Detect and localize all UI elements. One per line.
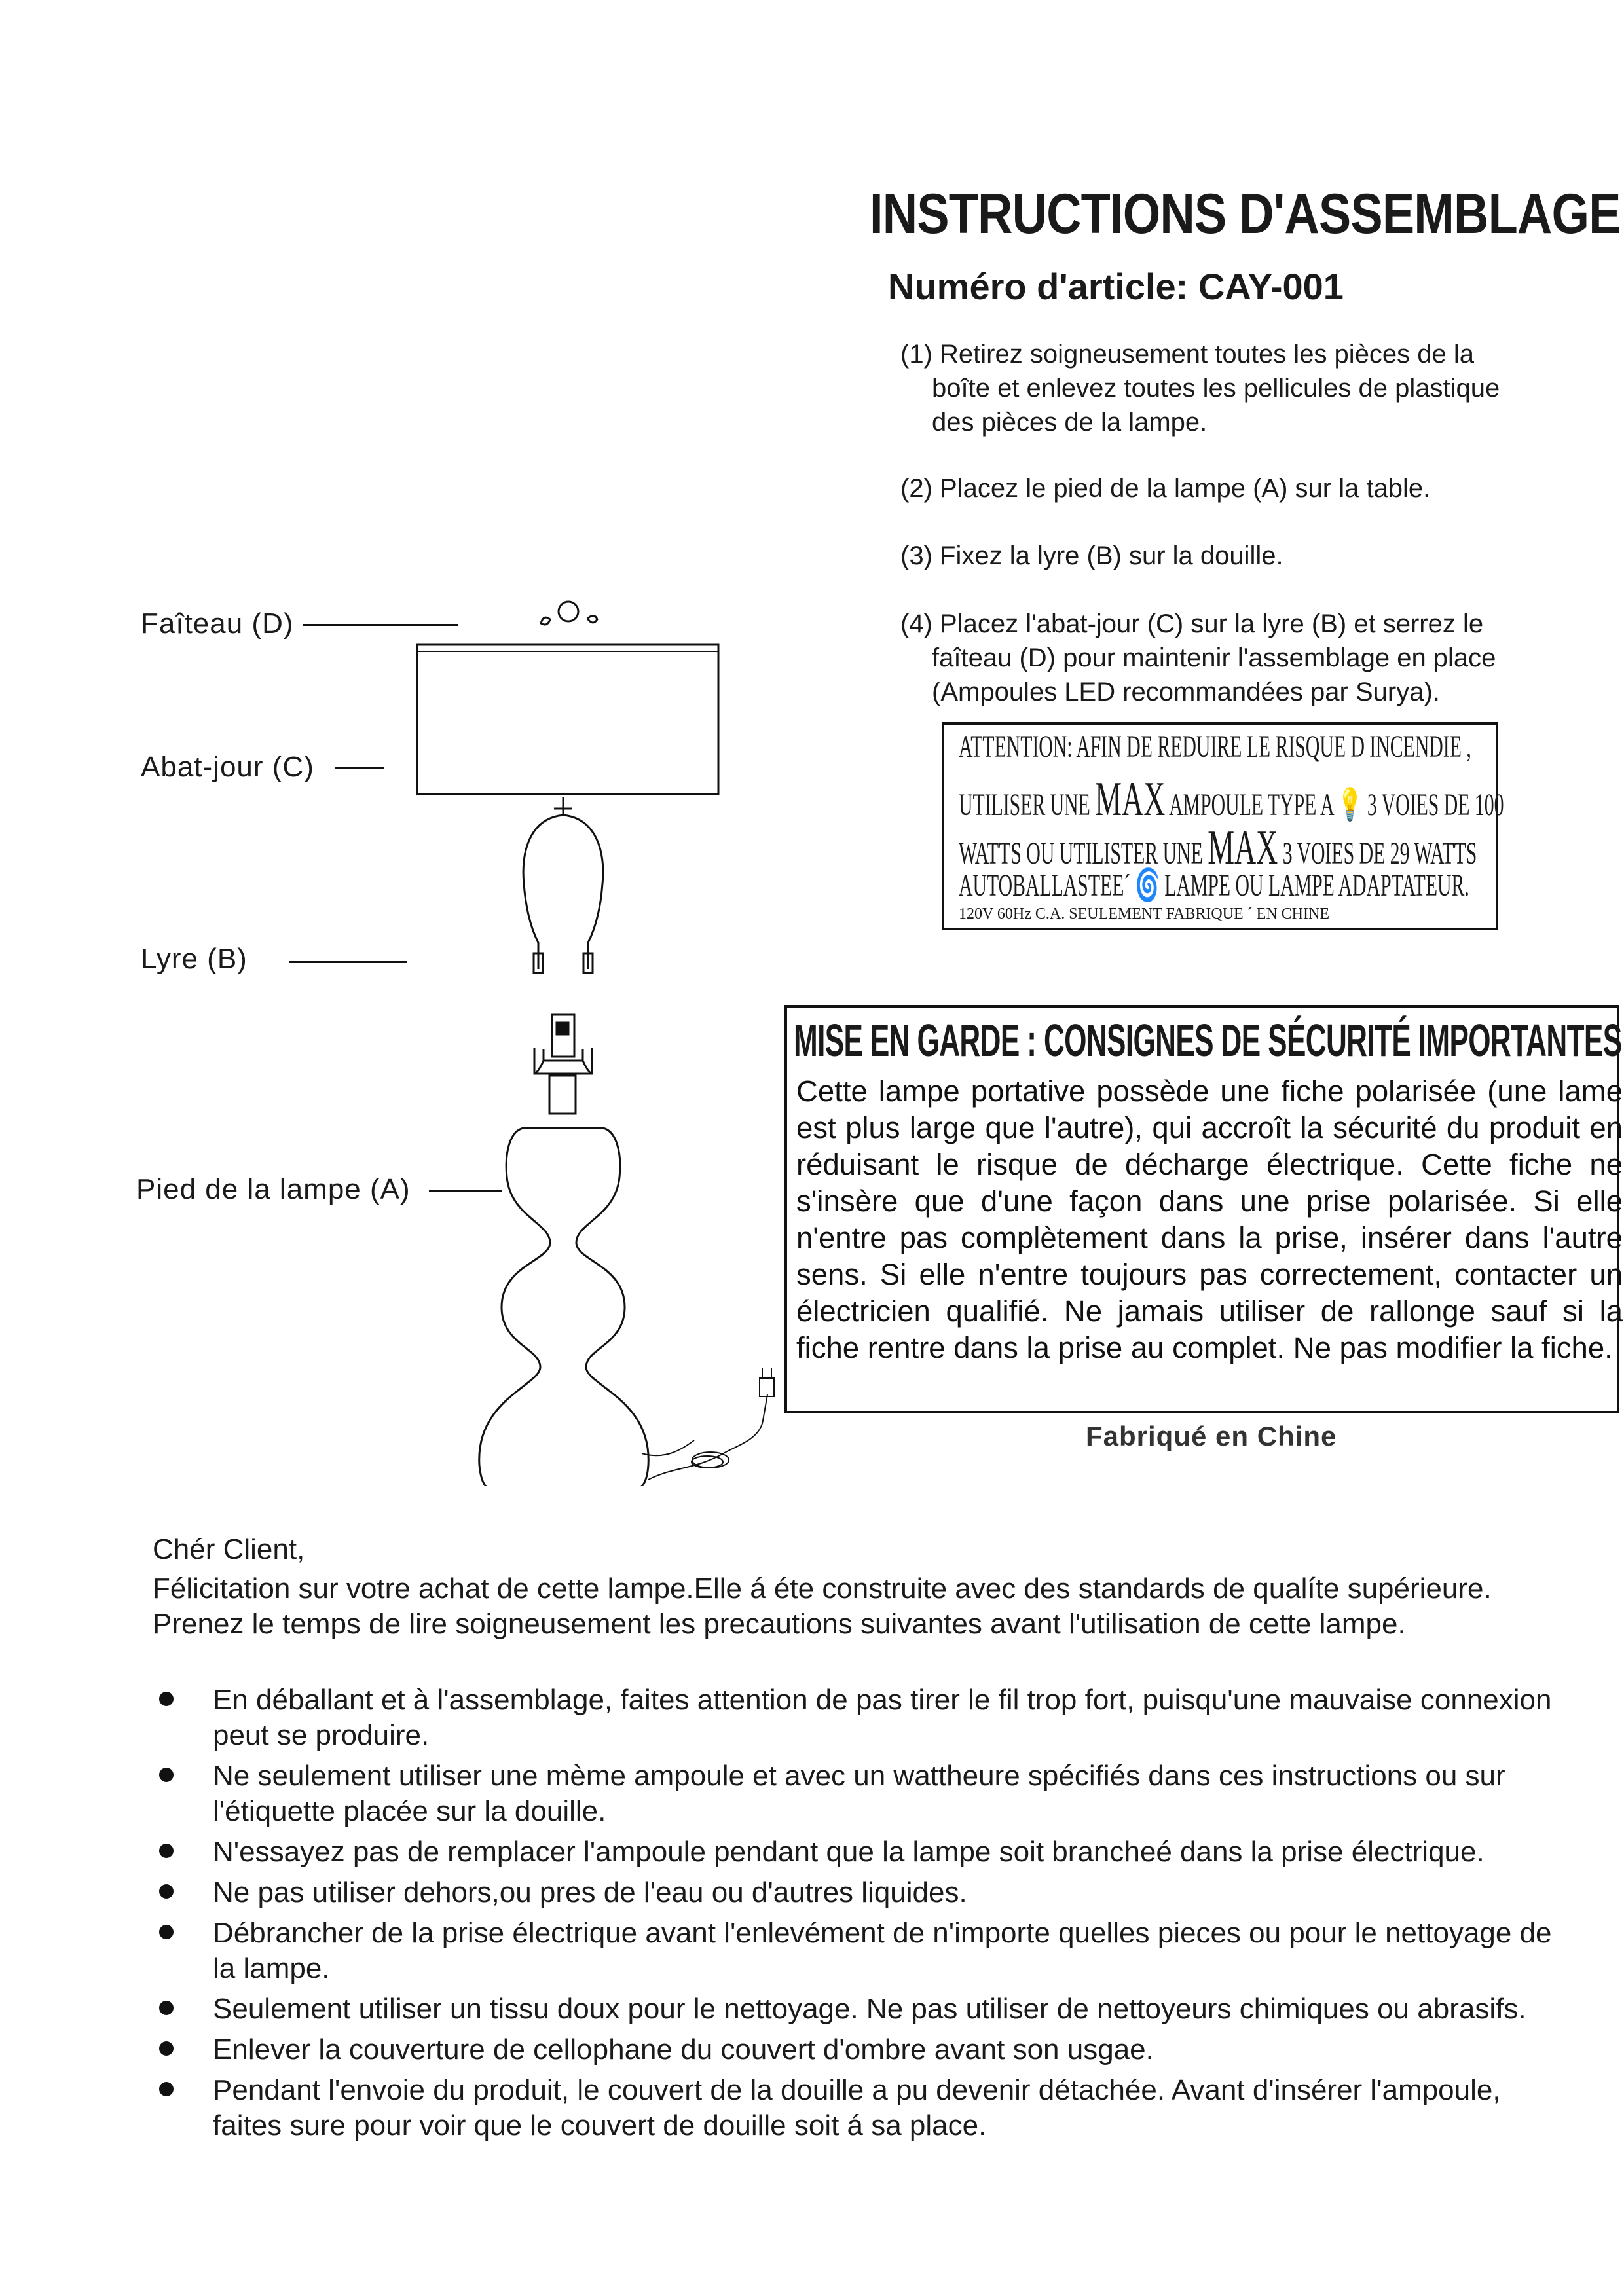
plug-icon bbox=[760, 1378, 774, 1396]
bulb-icon: 💡 bbox=[1338, 788, 1363, 822]
step-1-text-cont: boîte et enlevez toutes les pellicules de plastique bbox=[932, 374, 1500, 403]
step-1-text-cont: des pièces de la lampe. bbox=[932, 408, 1208, 437]
max-text-2: MAX bbox=[1208, 821, 1278, 875]
attention-line-2a: UTILISER UNE bbox=[959, 788, 1090, 822]
lamp-diagram bbox=[367, 589, 825, 1486]
finial-ring-icon bbox=[559, 602, 578, 621]
list-item: Ne pas utiliser dehors,ou pres de l'eau ou d'autres liquides. bbox=[153, 1875, 1560, 1910]
step-3-text: Fixez la lyre (B) sur la douille. bbox=[940, 541, 1283, 570]
precautions-list bbox=[153, 1683, 1560, 2149]
step-4-number: (4) bbox=[900, 610, 932, 638]
bullet-icon bbox=[159, 1768, 174, 1782]
bullet-icon bbox=[159, 1884, 174, 1899]
step-1-text: Retirez soigneusement toutes les pièces de la bbox=[940, 340, 1475, 369]
warning-title: MISE EN GARDE : CONSIGNES DE SÉCURITÉ IMPORTANTES bbox=[794, 1015, 1622, 1066]
step-2-text: Placez le pied de la lampe (A) sur la table. bbox=[940, 474, 1431, 503]
step-3 bbox=[900, 539, 1588, 573]
bullet-icon bbox=[159, 1692, 174, 1706]
list-item: Seulement utiliser un tissu doux pour le nettoyage. Ne pas utiliser de nettoyeurs chimiques ou abrasifs. bbox=[153, 1992, 1560, 2027]
harp bbox=[523, 815, 603, 969]
list-item: En déballant et à l'assemblage, faites attention de pas tirer le fil trop fort, puisqu'une mauvaise connexion peut se produire. bbox=[153, 1683, 1560, 1753]
bullet-icon bbox=[159, 1925, 174, 1939]
attention-line-2c: 3 VOIES DE 100 bbox=[1367, 788, 1504, 822]
step-1-number: (1) bbox=[900, 340, 932, 369]
label-base: Pied de la lampe (A) bbox=[136, 1173, 411, 1205]
lamp-base bbox=[479, 1128, 649, 1486]
lampshade bbox=[417, 644, 718, 794]
step-2-number: (2) bbox=[900, 474, 932, 503]
attention-line-3a: WATTS OU UTILISTER UNE bbox=[959, 836, 1203, 871]
bullet-icon bbox=[159, 2082, 174, 2096]
finial-screw-icon bbox=[541, 615, 597, 625]
list-item: Ne seulement utiliser une mème ampoule et avec un wattheure spécifiés dans ces instructions ou sur l'étiquette placée sur la douille. bbox=[153, 1758, 1560, 1829]
letter-intro: Félicitation sur votre achat de cette lampe.Elle á éte construite avec des standards de qualíte supérieure. Prenez le temps de lire soigneusement les precautions suivantes avant l'utilisation de cette lampe. bbox=[153, 1573, 1492, 1640]
attention-line-3b: 3 VOIES DE 29 WATTS bbox=[1282, 836, 1477, 871]
attention-line-1: ATTENTION: AFIN DE REDUIRE LE RISQUE D INCENDIE , bbox=[959, 729, 1471, 764]
step-4-text: Placez l'abat-jour (C) sur la lyre (B) et serrez le bbox=[940, 610, 1484, 638]
label-shade: Abat-jour (C) bbox=[141, 751, 314, 783]
step-4-text-cont: faîteau (D) pour maintenir l'assemblage en place bbox=[932, 644, 1496, 672]
attention-line-4 bbox=[959, 866, 1469, 903]
attention-line-2 bbox=[959, 772, 1504, 828]
step-4-text-cont: (Ampoules LED recommandées par Surya). bbox=[932, 678, 1440, 706]
warning-body: Cette lampe portative possède une fiche polarisée (une lame est plus large que l'autre), qui accroît la sécurité du produit en réduisant le risque de décharge électrique. Cette fiche ne s'insère que d'une façon dans une prise polarisée. Si elle n'entre pas complètement dans la prise, insérer dans l'autre sens. Si elle n'entre toujours pas correctement, contacter un électricien qualifié. Ne jamais utiliser de rallonge sauf si la fiche rentre dans la prise au complet. Ne pas modifier la fiche. bbox=[796, 1074, 1623, 1364]
attention-footer: 120V 60Hz C.A. SEULEMENT FABRIQUE ´ EN CHINE bbox=[959, 905, 1329, 922]
label-harp: Lyre (B) bbox=[141, 943, 248, 975]
attention-label bbox=[942, 722, 1504, 930]
step-2 bbox=[900, 471, 1588, 505]
list-item: N'essayez pas de remplacer l'ampoule pendant que la lampe soit brancheé dans la prise électrique. bbox=[153, 1834, 1560, 1870]
socket bbox=[549, 1076, 576, 1114]
attention-line-2b: AMPOULE TYPE A bbox=[1169, 788, 1333, 822]
bullet-icon bbox=[159, 2001, 174, 2015]
list-item: Débrancher de la prise électrique avant l'enlevément de n'importe quelles pieces ou pour le nettoyage de la lampe. bbox=[153, 1916, 1560, 1986]
made-in-label: Fabriqué en Chine bbox=[1086, 1421, 1337, 1451]
customer-letter bbox=[153, 1532, 1508, 1642]
letter-greeting: Chér Client, bbox=[153, 1533, 305, 1565]
cfl-bulb-icon: 🌀 bbox=[1135, 868, 1160, 903]
list-item: Pendant l'envoie du produit, le couvert de la douille a pu devenir détachée. Avant d'insérer l'ampoule, faites sure pour voir que le couvert de douille soit á sa place. bbox=[153, 2073, 1560, 2143]
bullet-icon bbox=[159, 2041, 174, 2056]
list-item: Enlever la couverture de cellophane du couvert d'ombre avant son usgae. bbox=[153, 2032, 1560, 2068]
step-3-number: (3) bbox=[900, 541, 932, 570]
max-text: MAX bbox=[1095, 773, 1166, 826]
label-finial: Faîteau (D) bbox=[141, 608, 294, 640]
safety-warning-box bbox=[784, 1005, 1623, 1413]
step-4 bbox=[900, 607, 1588, 709]
bullet-icon bbox=[159, 1844, 174, 1858]
attention-line-4a: AUTOBALLASTEE´ bbox=[959, 868, 1131, 903]
attention-line-4b: LAMPE OU LAMPE ADAPTATEUR. bbox=[1164, 868, 1469, 903]
page-title: INSTRUCTIONS D'ASSEMBLAGE bbox=[870, 183, 1621, 246]
step-1 bbox=[900, 337, 1588, 439]
article-number: Numéro d'article: CAY-001 bbox=[888, 266, 1344, 307]
